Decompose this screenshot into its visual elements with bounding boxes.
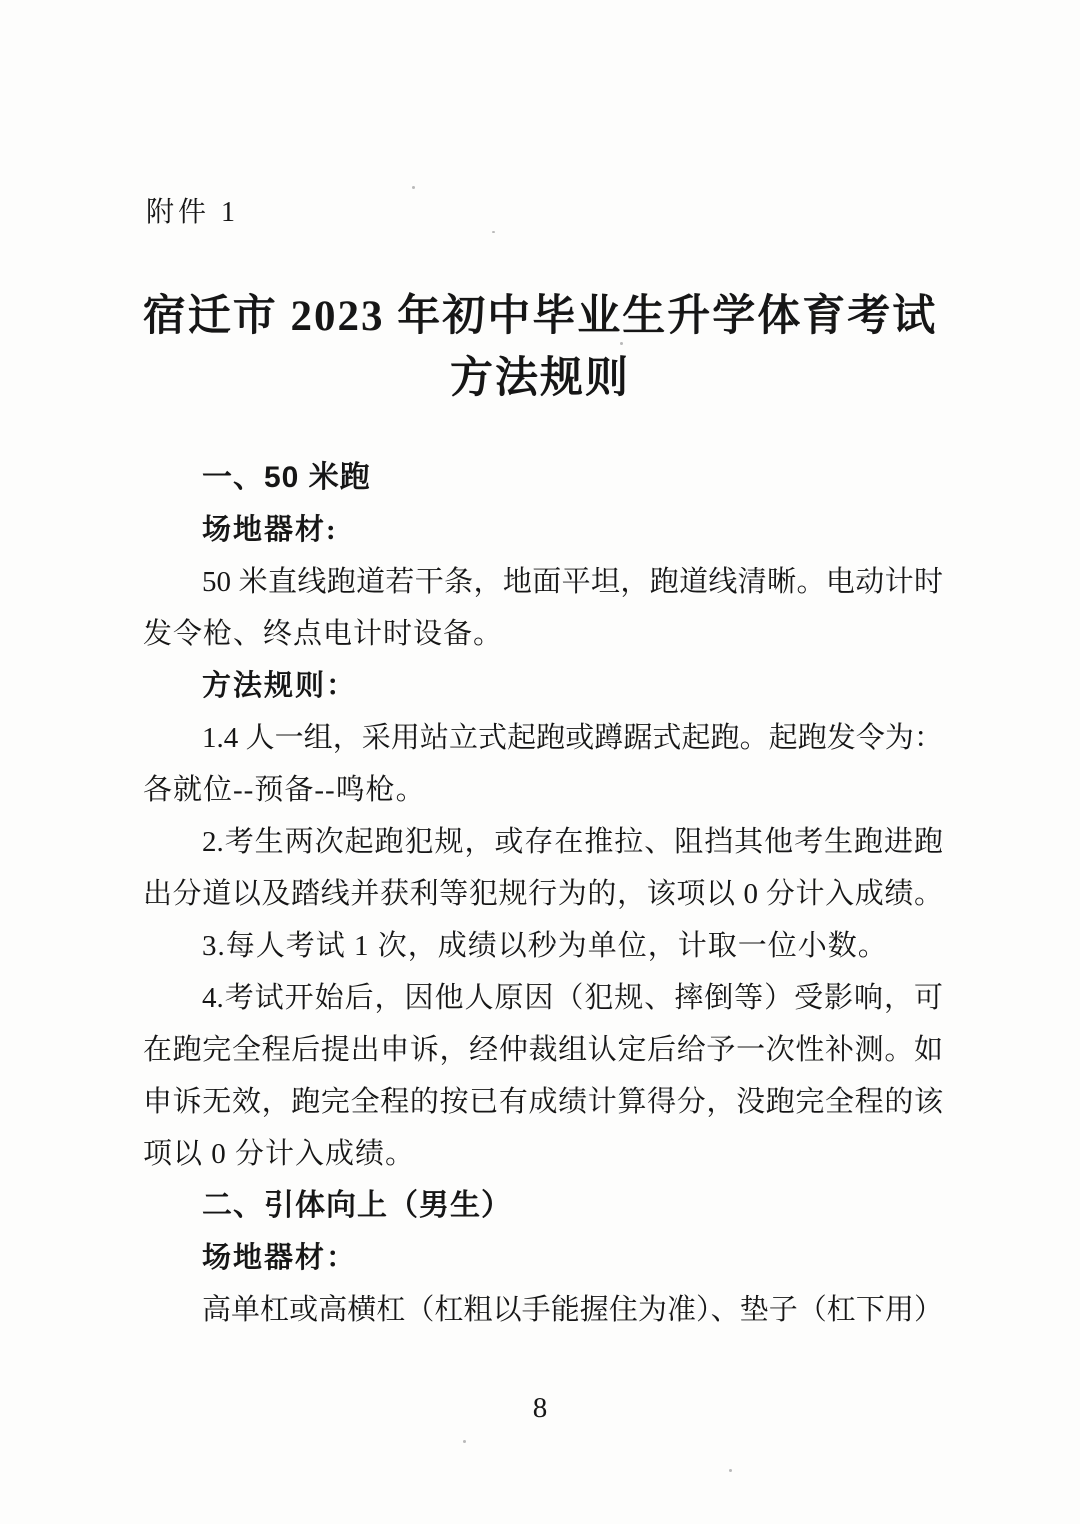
scan-speck [492, 231, 495, 233]
body-line: 申诉无效，跑完全程的按已有成绩计算得分，没跑完全程的该 [143, 1086, 943, 1118]
scan-speck [463, 1440, 466, 1443]
document-body [143, 452, 943, 1336]
body-line: 出分道以及踏线并获利等犯规行为的，该项以 0 分计入成绩。 [143, 878, 943, 910]
field-label: 方法规则： [202, 670, 358, 702]
body-line: 1.4 人一组，采用站立式起跑或蹲踞式起跑。起跑发令为： [202, 722, 943, 754]
body-line: 高单杠或高横杠（杠粗以手能握住为准）、垫子（杠下用） [202, 1294, 943, 1326]
body-line: 发令枪、终点电计时设备。 [143, 618, 504, 650]
scan-speck [729, 1469, 732, 1472]
document-title-line2: 方法规则 [450, 355, 630, 402]
document-title-line1: 宿迁市 2023 年初中毕业生升学体育考试 [142, 293, 938, 340]
field-label: 场地器材： [202, 1242, 358, 1274]
scan-speck [412, 186, 415, 189]
body-line: 2.考生两次起跑犯规，或存在推拉、阻挡其他考生跑进跑 [202, 826, 943, 858]
page-number: 8 [532, 1392, 548, 1424]
body-line: 项以 0 分计入成绩。 [143, 1138, 416, 1170]
scan-speck [620, 342, 623, 345]
section-heading-2: 二、引体向上（男生） [202, 1189, 512, 1222]
body-line: 3.每人考试 1 次，成绩以秒为单位，计取一位小数。 [202, 930, 888, 962]
body-line: 4.考试开始后，因他人原因（犯规、摔倒等）受影响，可 [202, 982, 943, 1014]
document-title [0, 286, 1080, 410]
section-heading-1: 一、50 米跑 [202, 461, 371, 494]
field-label: 场地器材: [202, 514, 338, 546]
body-line: 在跑完全程后提出申诉，经仲裁组认定后给予一次性补测。如 [143, 1034, 943, 1066]
body-line: 各就位--预备--鸣枪。 [143, 774, 426, 806]
body-line: 50 米直线跑道若干条，地面平坦，跑道线清晰。电动计时 [202, 566, 943, 598]
attachment-label: 附件 1 [146, 197, 240, 228]
